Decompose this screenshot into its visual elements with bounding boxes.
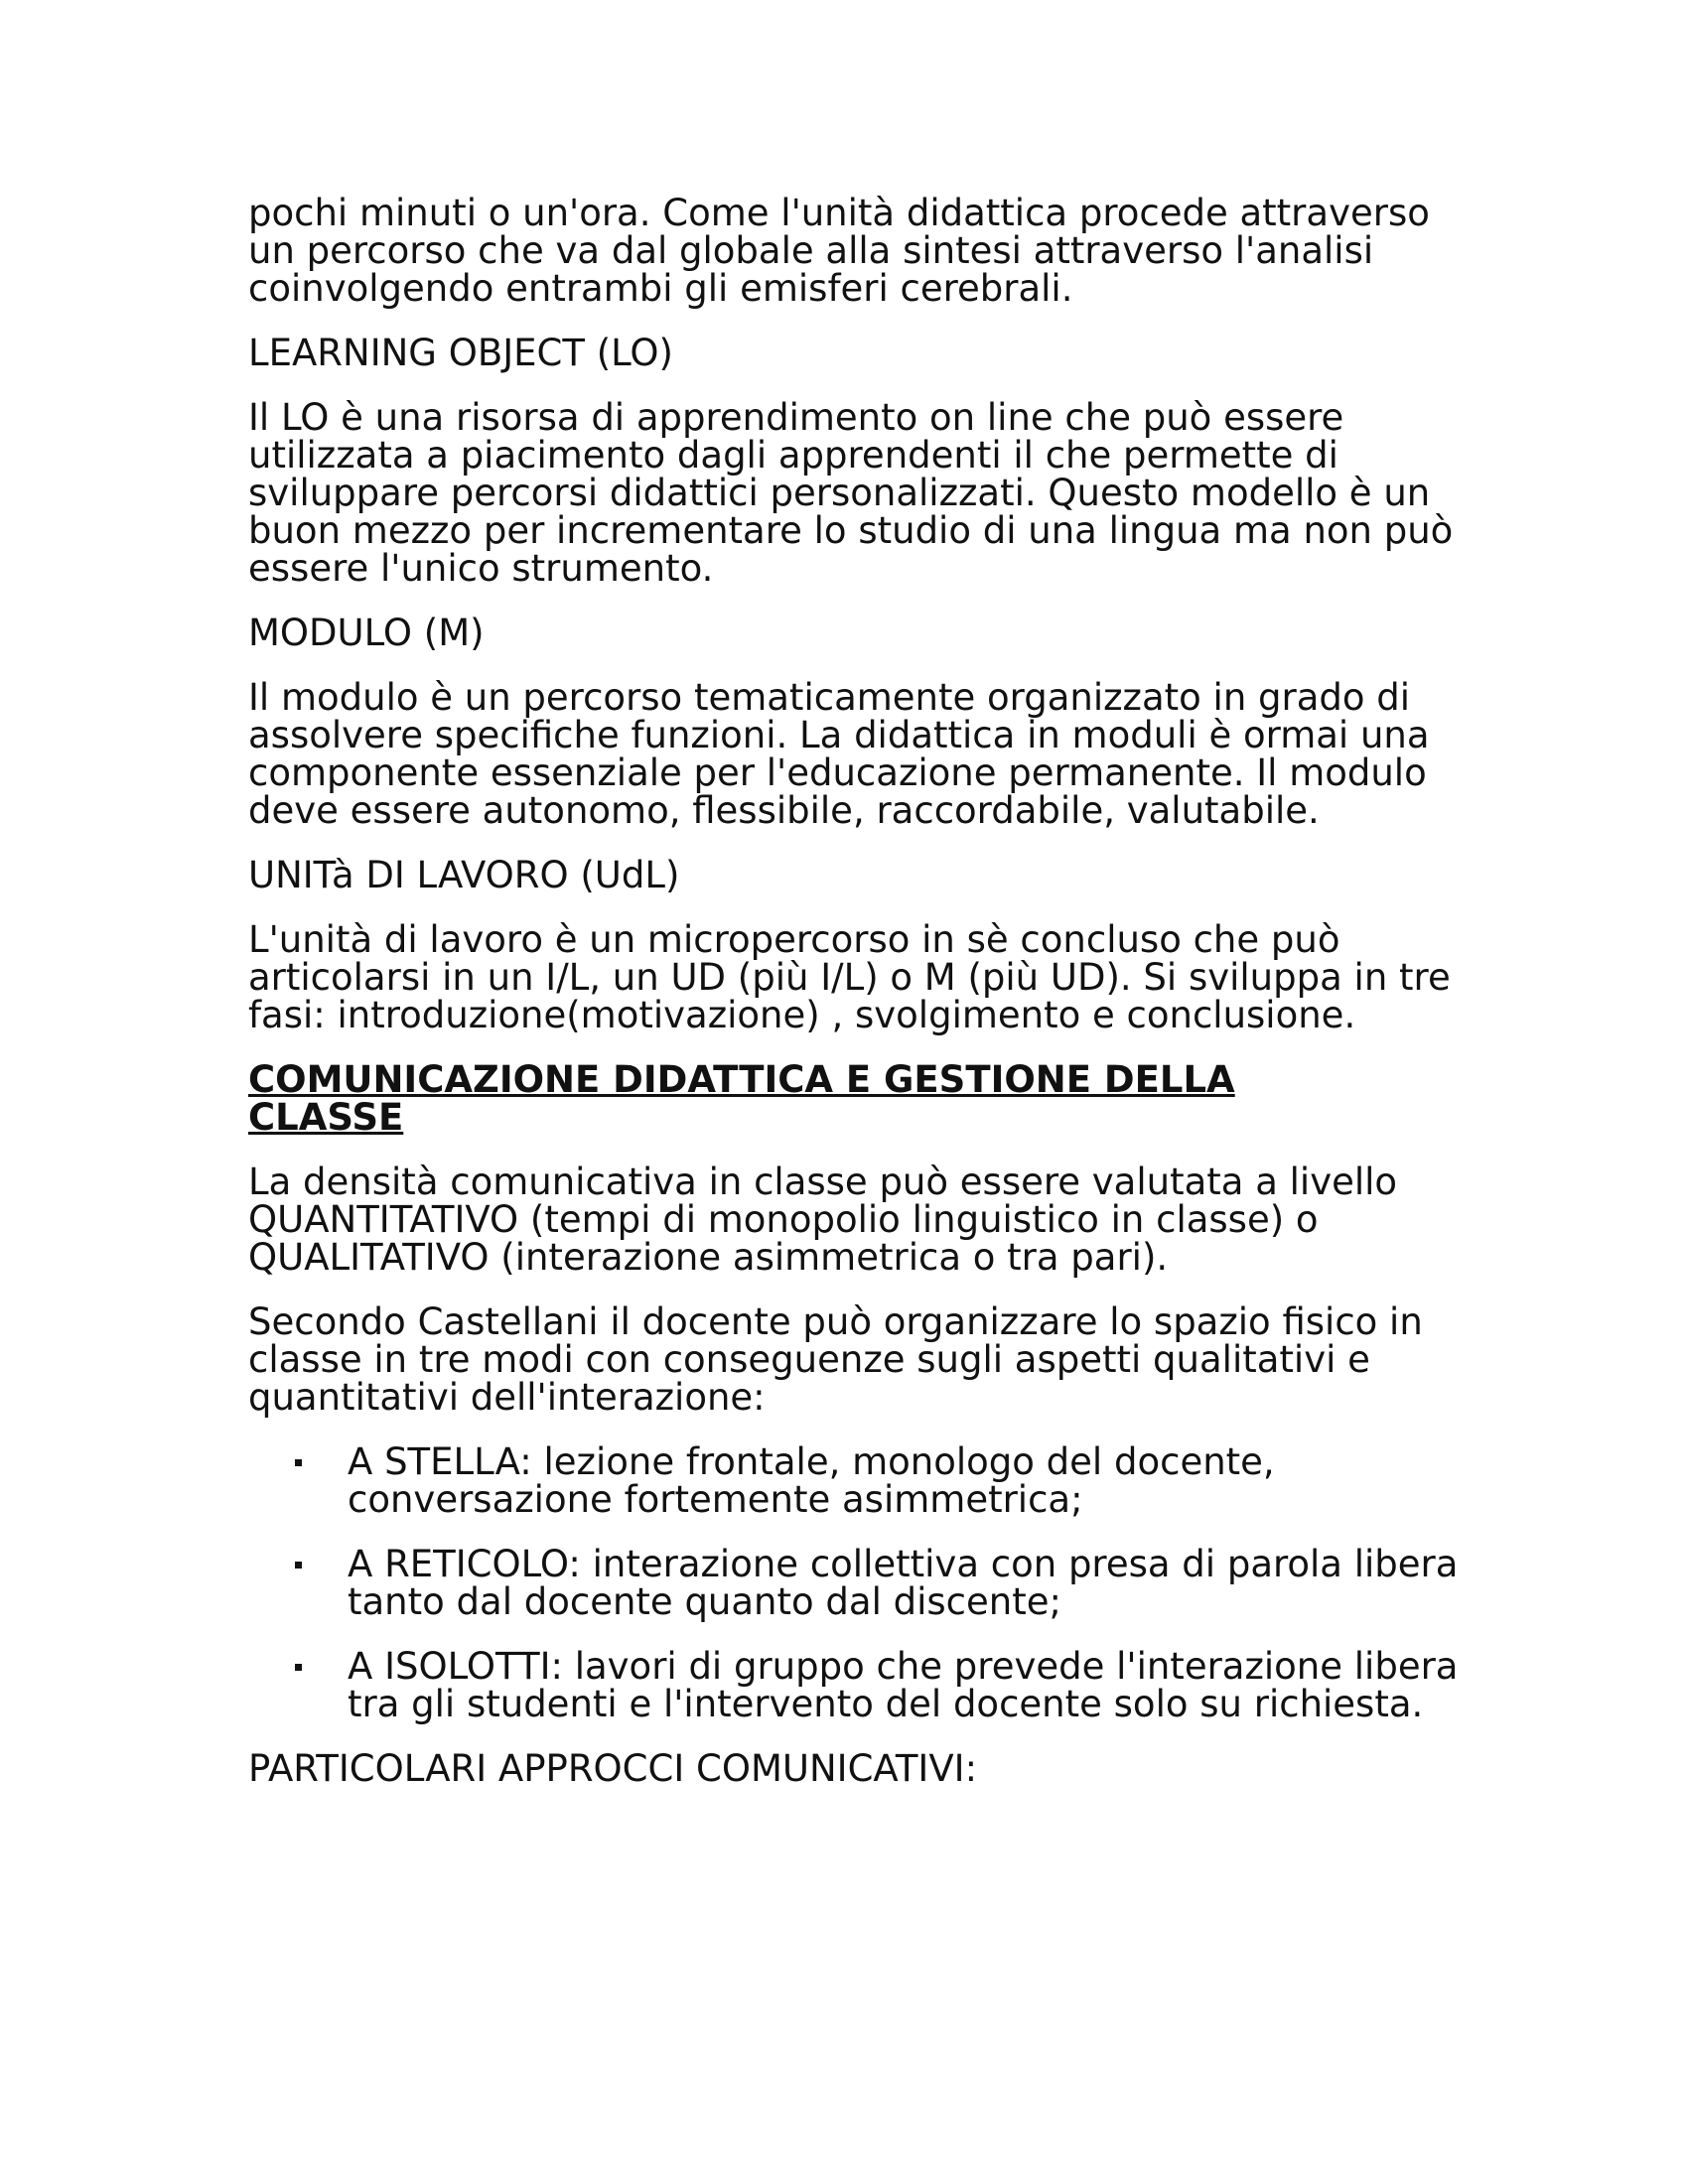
bullet-icon bbox=[295, 1562, 302, 1569]
learning-object-title: LEARNING OBJECT (LO) bbox=[248, 332, 673, 374]
modulo-title: MODULO (M) bbox=[248, 612, 485, 654]
unita-di-lavoro-title: UNITà DI LAVORO (UdL) bbox=[248, 854, 680, 896]
classroom-layout-list bbox=[248, 1440, 1470, 1725]
castellani-paragraph: Secondo Castellani il docente può organizzare lo spazio fisico in classe in tre modi con conseguenze sugli aspetti qualitativi e quantitativi dell'interazione: bbox=[248, 1300, 1423, 1419]
learning-object-paragraph: Il LO è una risorsa di apprendimento on line che può essere utilizzata a piacimento dagli apprendenti il che permette di sviluppare percorsi didattici personalizzati. Questo modello è un buon mezzo per incrementare lo studio di una lingua ma non può essere l'unico strumento. bbox=[248, 396, 1454, 590]
modulo-paragraph: Il modulo è un percorso tematicamente organizzato in grado di assolvere specifiche funzioni. La didattica in moduli è ormai una componente essenziale per l'educazione permanente. Il modulo deve essere autonomo, flessibile, raccordabile, valutabile. bbox=[248, 676, 1430, 832]
document-page bbox=[248, 192, 1470, 1815]
unita-di-lavoro-paragraph: L'unità di lavoro è un micropercorso in sè concluso che può articolarsi in un I/L, un UD (più I/L) o M (più UD). Si sviluppa in tre fasi: introduzione(motivazione) , svolgimento e conclusione. bbox=[248, 918, 1451, 1036]
list-item bbox=[248, 1543, 1470, 1623]
list-item-text: A ISOLOTTI: lavori di gruppo che prevede l'interazione libera tra gli studenti e l'intervento del docente solo su richiesta. bbox=[348, 1645, 1459, 1725]
bullet-icon bbox=[295, 1459, 302, 1466]
list-item-text: A STELLA: lezione frontale, monologo del docente, conversazione fortemente asimmetrica; bbox=[348, 1440, 1275, 1521]
intro-paragraph: pochi minuti o un'ora. Come l'unità didattica procede attraverso un percorso che va dal globale alla sintesi attraverso l'analisi coinvolgendo entrambi gli emisferi cerebrali. bbox=[248, 192, 1430, 310]
list-item-text: A RETICOLO: interazione collettiva con presa di parola libera tanto dal docente quanto dal discente; bbox=[348, 1543, 1459, 1623]
bullet-icon bbox=[295, 1664, 302, 1671]
list-item bbox=[248, 1440, 1470, 1521]
final-label: PARTICOLARI APPROCCI COMUNICATIVI: bbox=[248, 1747, 978, 1790]
density-paragraph: La densità comunicativa in classe può essere valutata a livello QUANTITATIVO (tempi di monopolio linguistico in classe) o QUALITATIVO (interazione asimmetrica o tra pari). bbox=[248, 1160, 1398, 1279]
section-heading: COMUNICAZIONE DIDATTICA E GESTIONE DELLA CLASSE bbox=[248, 1058, 1235, 1139]
list-item bbox=[248, 1645, 1470, 1725]
